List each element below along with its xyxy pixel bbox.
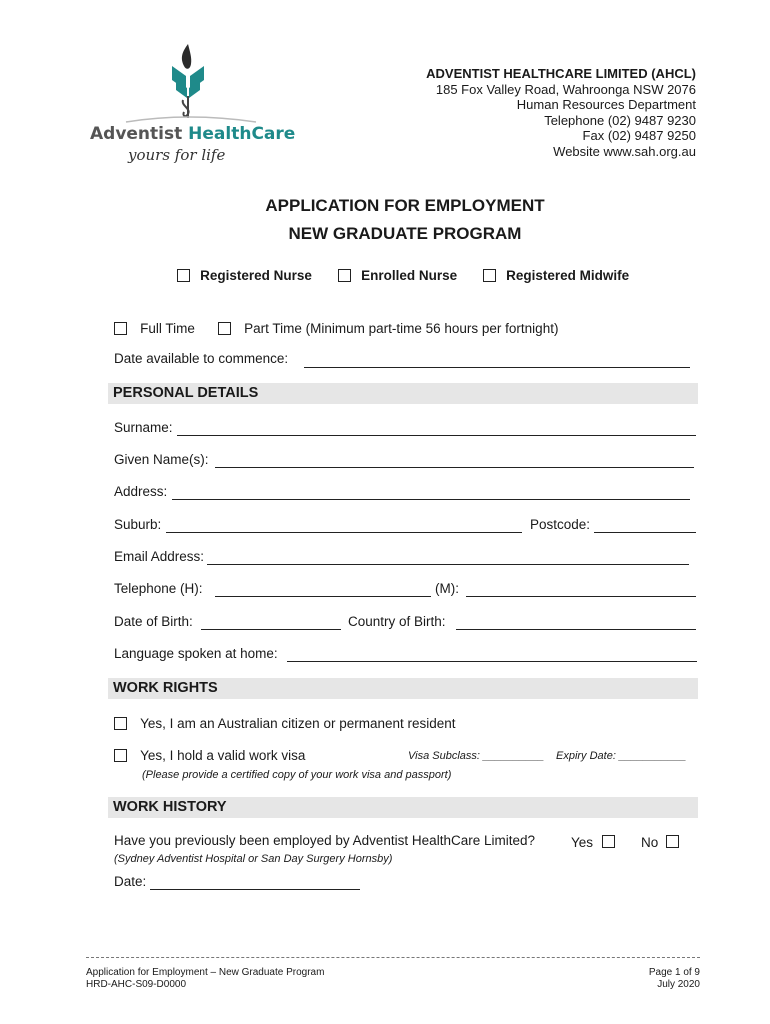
citizen-option[interactable]	[114, 715, 456, 734]
checkbox[interactable]	[114, 322, 127, 335]
checkbox[interactable]	[602, 835, 615, 848]
role-enrolled-nurse[interactable]	[338, 267, 457, 286]
role-label: Registered Midwife	[506, 268, 630, 283]
footer-date: July 2020	[657, 979, 700, 990]
yes-label: Yes	[571, 835, 594, 850]
checkbox[interactable]	[114, 749, 127, 762]
footer-divider	[86, 957, 700, 958]
country-of-birth-label: Country of Birth:	[348, 614, 446, 629]
checkbox[interactable]	[114, 717, 127, 730]
previous-employment-question: Have you previously been employed by Adventist HealthCare Limited?	[114, 833, 535, 848]
language-field[interactable]	[287, 661, 697, 662]
given-name-label: Given Name(s):	[114, 452, 209, 467]
address-label: Address:	[114, 484, 168, 499]
footer-page-number: Page 1 of 9	[648, 967, 700, 978]
email-field[interactable]	[207, 564, 689, 565]
flame-book-icon	[86, 40, 296, 130]
visa-note: (Please provide a certified copy of your work visa and passport)	[142, 769, 452, 781]
dob-label: Date of Birth:	[114, 614, 193, 629]
checkbox[interactable]	[483, 269, 496, 282]
org-address: 185 Fox Valley Road, Wahroonga NSW 2076	[435, 81, 696, 97]
telephone-home-label: Telephone (H):	[114, 581, 203, 596]
logo-wordmark: Adventist HealthCare	[90, 124, 296, 144]
org-fax: Fax (02) 9487 9250	[582, 128, 696, 143]
org-contact-block	[426, 66, 696, 159]
checkbox[interactable]	[666, 835, 679, 848]
full-time-label: Full Time	[140, 321, 195, 336]
language-label: Language spoken at home:	[114, 646, 278, 661]
address-field[interactable]	[172, 499, 690, 500]
role-label: Registered Nurse	[200, 268, 312, 283]
part-time-option[interactable]	[218, 320, 558, 339]
org-telephone: Telephone (02) 9487 9230	[544, 112, 696, 128]
company-logo	[86, 40, 296, 170]
telephone-home-field[interactable]	[215, 596, 431, 597]
citizen-label: Yes, I am an Australian citizen or permanent resident	[140, 716, 456, 731]
org-department: Human Resources Department	[516, 97, 696, 112]
form-subtitle: NEW GRADUATE PROGRAM	[288, 224, 522, 243]
form-title: APPLICATION FOR EMPLOYMENT	[265, 196, 545, 215]
postcode-field[interactable]	[594, 532, 696, 533]
role-registered-midwife[interactable]	[483, 267, 629, 286]
previous-employment-yes[interactable]	[571, 833, 615, 852]
logo-tagline: yours for life	[128, 146, 226, 164]
previous-employment-note: (Sydney Adventist Hospital or San Day Surgery Hornsby)	[114, 853, 393, 865]
part-time-label: Part Time (Minimum part-time 56 hours per fortnight)	[244, 321, 559, 336]
employment-date-label: Date:	[114, 874, 147, 889]
footer-right	[649, 967, 700, 991]
full-time-option[interactable]	[114, 320, 195, 339]
dob-field[interactable]	[201, 629, 341, 630]
role-registered-nurse[interactable]	[177, 267, 312, 286]
previous-employment-no[interactable]	[641, 833, 679, 852]
checkbox[interactable]	[177, 269, 190, 282]
visa-expiry-field[interactable]: Expiry Date: ___________	[556, 750, 687, 762]
date-available-field[interactable]	[304, 367, 690, 368]
surname-label: Surname:	[114, 420, 173, 435]
footer-doc-code: HRD-AHC-S09-D0000	[86, 979, 187, 990]
work-history-header	[108, 797, 698, 818]
section-title: PERSONAL DETAILS	[113, 385, 259, 401]
employment-date-field[interactable]	[150, 889, 360, 890]
checkbox[interactable]	[338, 269, 351, 282]
footer-doc-title: Application for Employment – New Graduate Program	[86, 967, 325, 978]
postcode-label: Postcode:	[530, 517, 591, 532]
checkbox[interactable]	[218, 322, 231, 335]
personal-details-header	[108, 383, 698, 404]
footer-left	[86, 967, 324, 991]
country-of-birth-field[interactable]	[456, 629, 696, 630]
work-rights-header	[108, 678, 698, 699]
surname-field[interactable]	[177, 435, 696, 436]
work-visa-label: Yes, I hold a valid work visa	[140, 748, 306, 763]
given-name-field[interactable]	[215, 467, 694, 468]
suburb-label: Suburb:	[114, 517, 162, 532]
telephone-mobile-label: (M):	[435, 581, 459, 596]
role-label: Enrolled Nurse	[361, 268, 458, 283]
org-website: Website www.sah.org.au	[553, 143, 696, 159]
date-available-label: Date available to commence:	[114, 351, 289, 366]
email-label: Email Address:	[114, 549, 205, 564]
work-visa-option[interactable]	[114, 747, 305, 766]
org-name: ADVENTIST HEALTHCARE LIMITED (AHCL)	[426, 66, 696, 81]
telephone-mobile-field[interactable]	[466, 596, 696, 597]
section-title: WORK RIGHTS	[113, 680, 218, 696]
suburb-field[interactable]	[166, 532, 522, 533]
section-title: WORK HISTORY	[113, 799, 227, 815]
no-label: No	[641, 835, 659, 850]
visa-subclass-field[interactable]: Visa Subclass: __________	[408, 750, 545, 762]
